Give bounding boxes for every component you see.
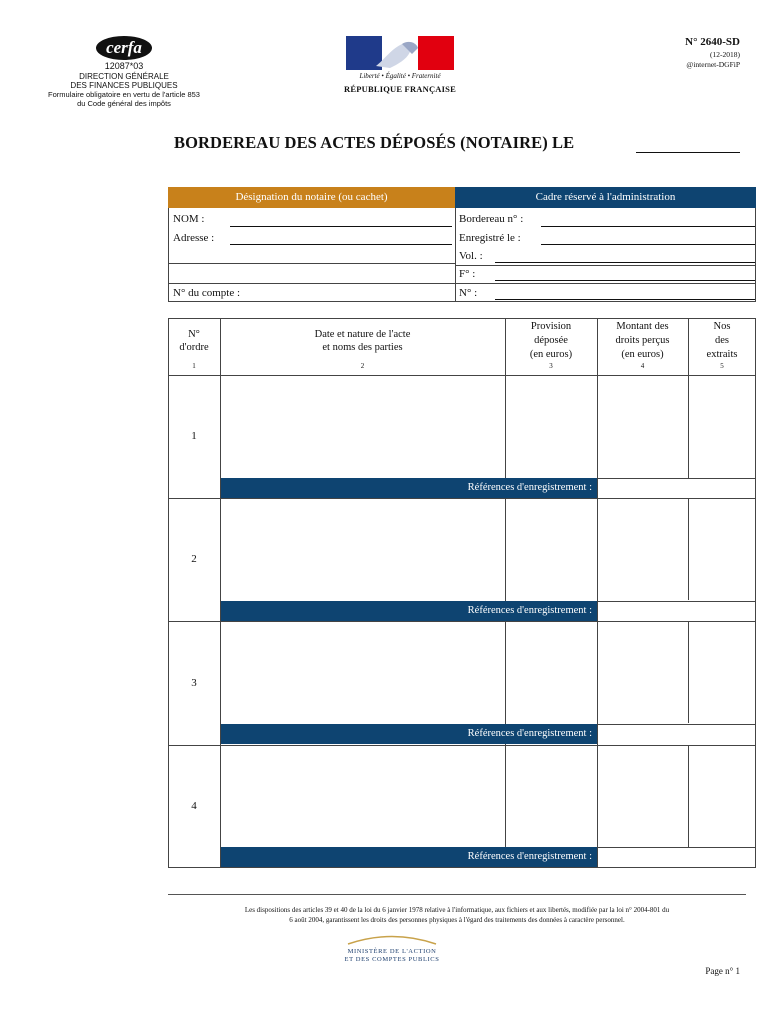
folio-field[interactable] xyxy=(495,280,755,281)
col2-header-line2: et noms des parties xyxy=(322,342,403,353)
col1-header-line1: N° xyxy=(188,329,200,340)
left-row-line xyxy=(168,263,455,264)
notary-header: Désignation du notaire (ou cachet) xyxy=(168,187,455,208)
reference-bar: Références d'enregistrement : xyxy=(221,478,597,498)
col3-header-line2: déposée xyxy=(534,335,568,346)
ref-line xyxy=(597,478,756,479)
col1-number: 1 xyxy=(192,362,196,370)
ref-line xyxy=(597,724,756,725)
ministry-arc-logo xyxy=(346,933,438,945)
vol-label: Vol. : xyxy=(459,250,483,262)
ministry-name-line1: MINISTÈRE DE L'ACTION xyxy=(347,948,437,955)
col4-number: 4 xyxy=(640,362,645,370)
republic-name: RÉPUBLIQUE FRANÇAISE xyxy=(344,84,456,94)
reference-bar: Références d'enregistrement : xyxy=(221,847,597,867)
row-line xyxy=(168,745,756,746)
adresse-field[interactable] xyxy=(230,244,452,245)
acts-table xyxy=(168,318,756,868)
col3-header-line1: Provision xyxy=(530,321,572,332)
marianne-logo xyxy=(346,36,454,70)
col5-header-line1: Nos xyxy=(713,321,731,332)
col2-header-line1: Date et nature de l'acte xyxy=(314,329,411,340)
col3-header-line3: (en euros) xyxy=(529,349,573,360)
nom-field[interactable] xyxy=(230,226,452,227)
dept-line2: DES FINANCES PUBLIQUES xyxy=(70,81,178,90)
row-line xyxy=(168,498,756,499)
row-number: 3 xyxy=(191,677,197,689)
header-line xyxy=(168,375,756,376)
ref-line xyxy=(597,601,756,602)
col-sep xyxy=(688,498,689,600)
row-line xyxy=(168,621,756,622)
col5-header-line2: des xyxy=(715,335,729,346)
enregistre-field[interactable] xyxy=(541,244,755,245)
reference-bar: Références d'enregistrement : xyxy=(221,601,597,621)
legal-line1: Formulaire obligatoire en vertu de l'article 853 xyxy=(48,90,200,99)
col1-header-line2: d'ordre xyxy=(179,342,209,353)
nom-label: NOM : xyxy=(173,213,205,225)
col5-number: 5 xyxy=(720,362,724,370)
form-source: @internet-DGFiP xyxy=(686,60,740,69)
footer-divider xyxy=(168,894,746,895)
col4-header-line2: droits perçus xyxy=(615,335,670,346)
col3-number: 3 xyxy=(549,362,553,370)
legal-line2: du Code général des impôts xyxy=(77,99,171,108)
col4-header-line1: Montant des xyxy=(616,321,669,332)
no-label: N° : xyxy=(459,287,478,299)
cerfa-number: 12087*03 xyxy=(104,61,144,71)
cerfa-logo: cerfa xyxy=(96,36,152,60)
reference-bar: Références d'enregistrement : xyxy=(221,724,597,744)
bordereau-field[interactable] xyxy=(541,226,755,227)
col-sep xyxy=(220,318,221,868)
row-number: 2 xyxy=(191,553,197,565)
privacy-notice-line1: Les dispositions des articles 39 et 40 de la loi du 6 janvier 1978 relative à l'informatique, aux fichiers et aux libertés, modifiée par la loi n° 2004-801 du xyxy=(244,906,670,914)
col2-number: 2 xyxy=(360,362,365,370)
col-sep xyxy=(505,318,506,868)
row-number: 4 xyxy=(191,800,197,812)
bordereau-label: Bordereau n° : xyxy=(459,213,524,225)
block-divider xyxy=(455,208,456,302)
admin-header: Cadre réservé à l'administration xyxy=(455,187,756,208)
ministry-name-line2: ET DES COMPTES PUBLICS xyxy=(344,956,440,963)
col-sep xyxy=(688,745,689,847)
privacy-notice xyxy=(168,905,746,925)
col4-header-line3: (en euros) xyxy=(621,349,664,360)
republic-motto: Liberté • Égalité • Fraternité xyxy=(359,72,441,80)
compte-label: N° du compte : xyxy=(173,287,241,299)
page-title: BORDEREAU DES ACTES DÉPOSÉS (NOTAIRE) LE xyxy=(174,133,575,152)
right-row-line xyxy=(455,283,756,284)
dept-line1: DIRECTION GÉNÉRALE xyxy=(79,72,169,81)
date-field[interactable] xyxy=(636,152,740,153)
no-field[interactable] xyxy=(495,299,755,300)
col-sep xyxy=(597,318,598,868)
page-number: Page n° 1 xyxy=(705,966,740,976)
col5-header-line3: extraits xyxy=(706,349,738,360)
adresse-label: Adresse : xyxy=(173,232,215,244)
vol-field[interactable] xyxy=(495,262,755,263)
col-sep xyxy=(688,621,689,723)
privacy-notice-line2: 6 août 2004, garantissent les droits des personnes physiques à l'égard des traitements des données à caractère personnel. xyxy=(289,916,625,924)
enregistre-label: Enregistré le : xyxy=(459,232,521,244)
left-row-line xyxy=(168,283,455,284)
form-number: N° 2640-SD xyxy=(685,36,740,48)
form-edition: (12-2018) xyxy=(710,50,740,59)
right-row-line xyxy=(455,265,756,266)
ref-line xyxy=(597,847,756,848)
folio-label: F° : xyxy=(459,268,476,280)
row-number: 1 xyxy=(191,430,197,442)
